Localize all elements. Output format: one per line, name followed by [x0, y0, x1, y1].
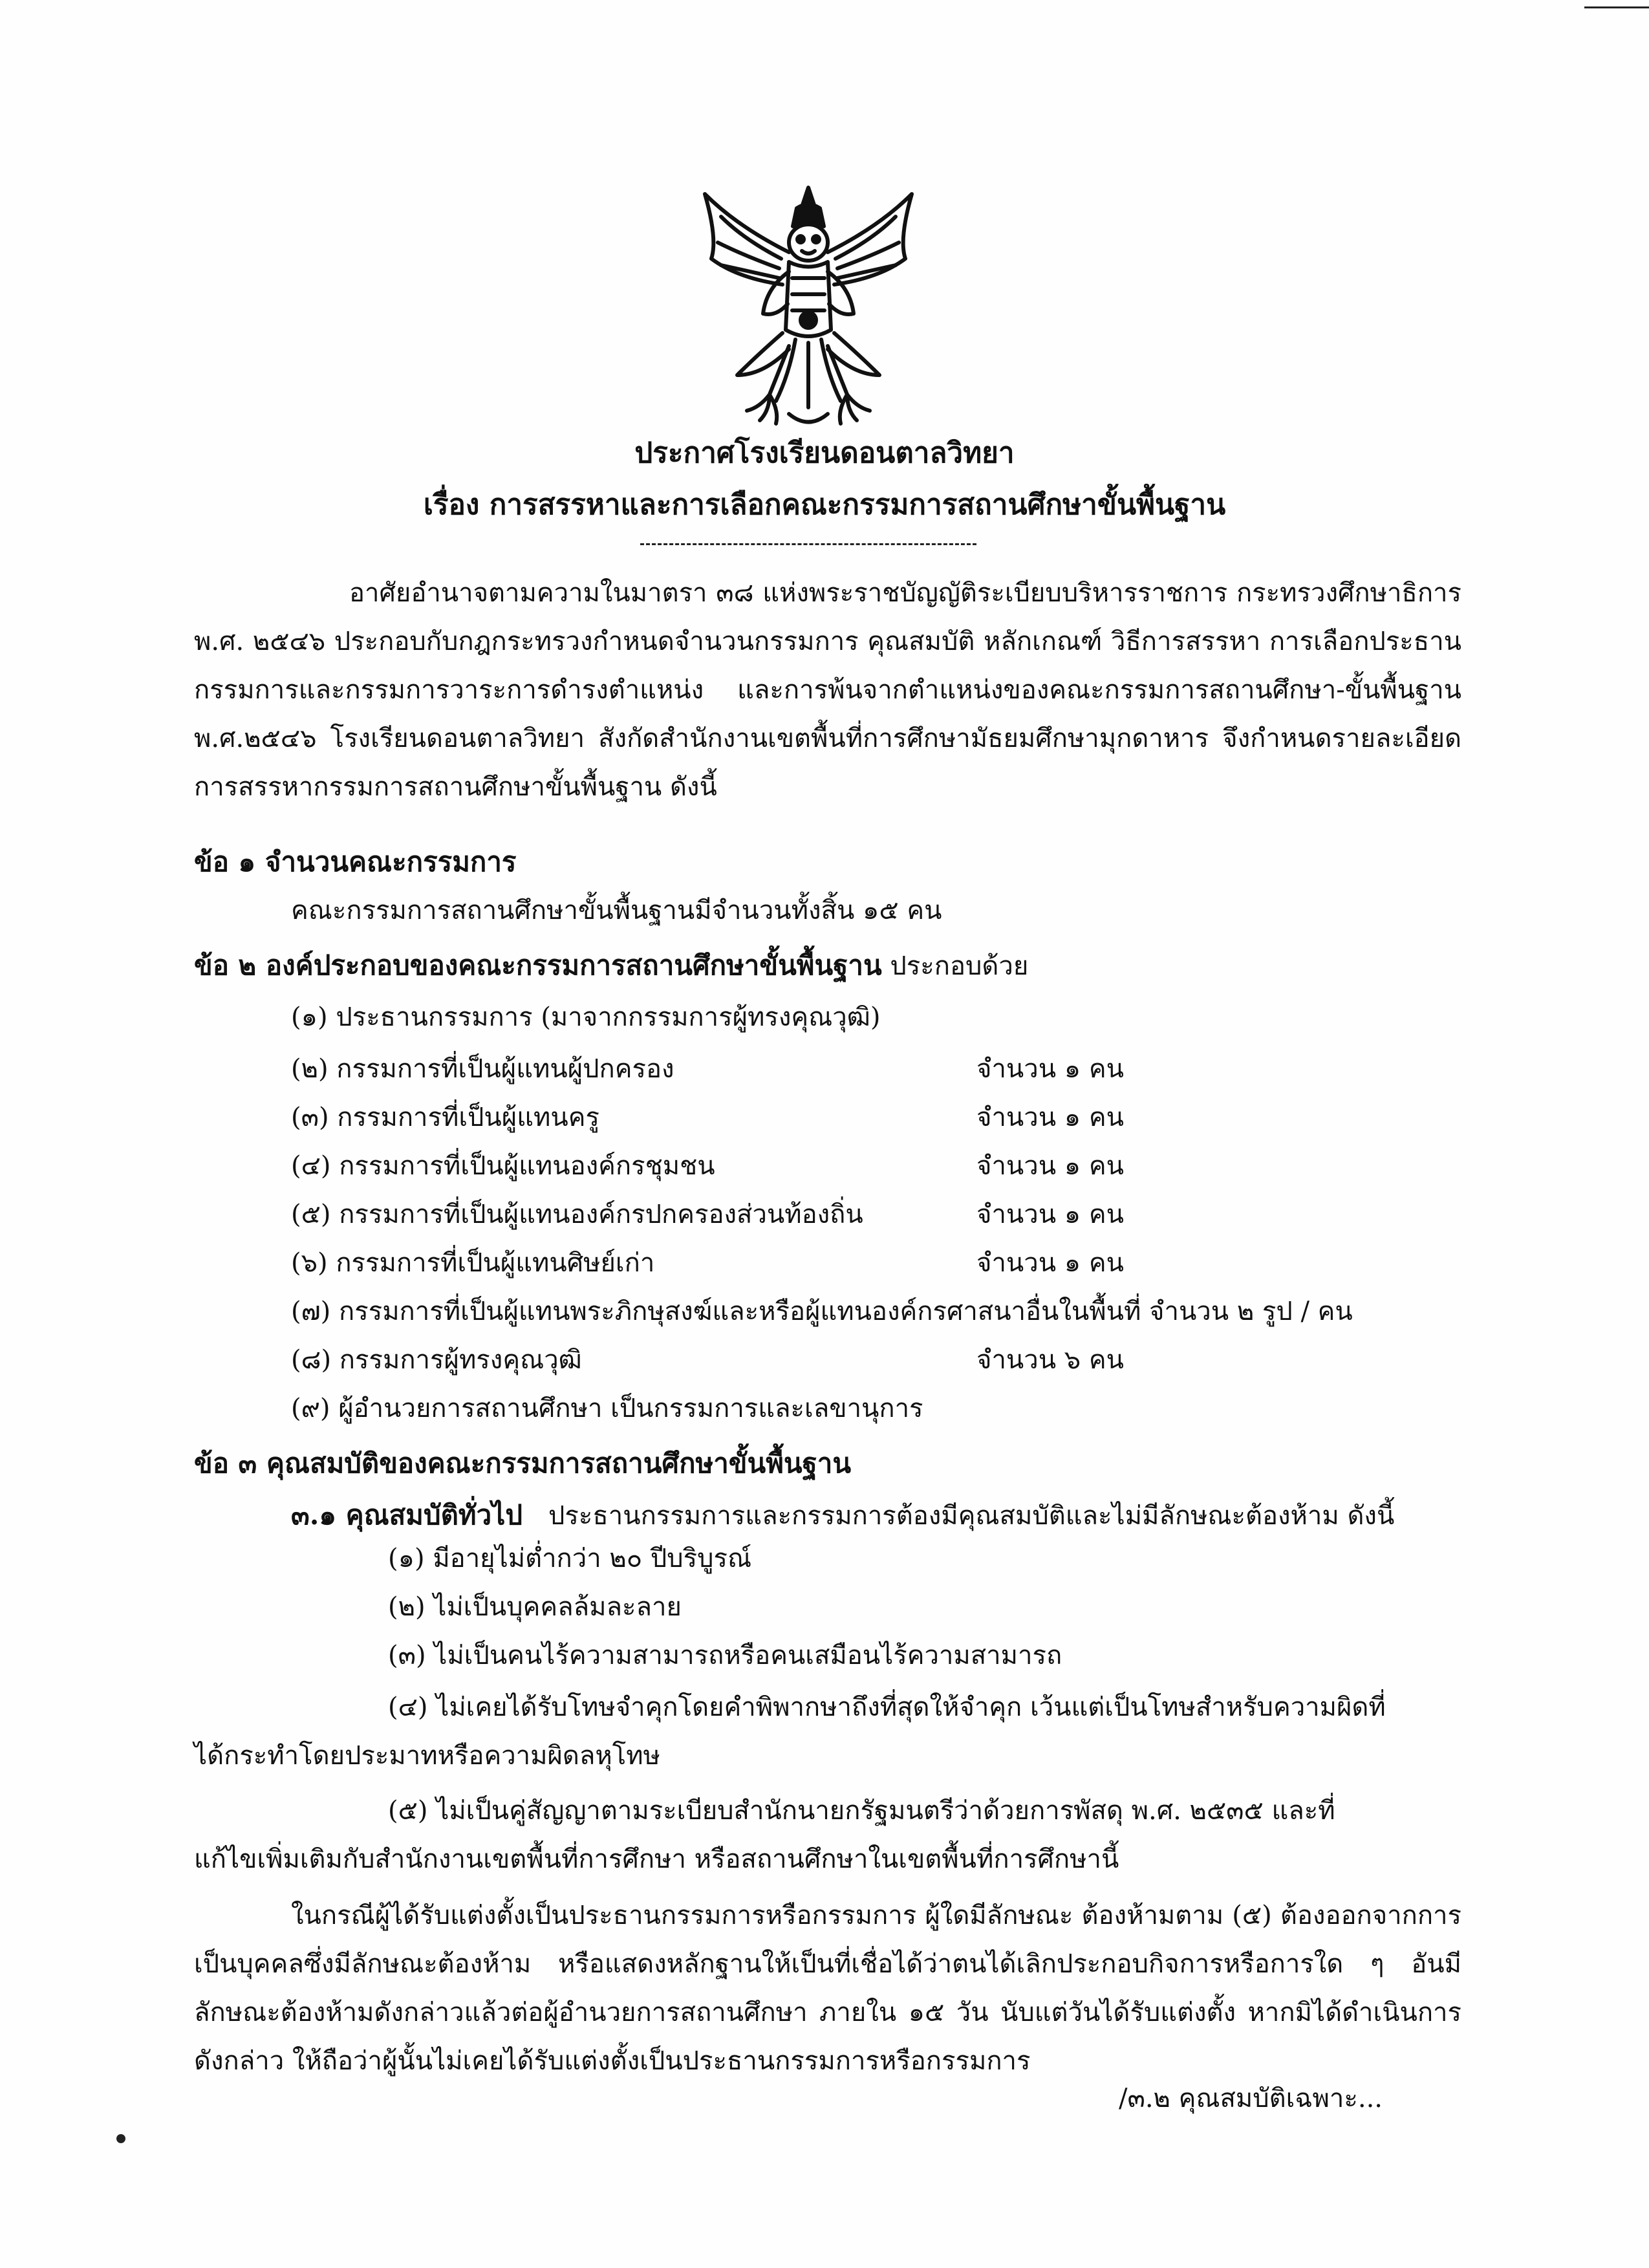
qualification-item: (๑) มีอายุไม่ต่ำกว่า ๒๐ ปีบริบูรณ์ — [388, 1544, 752, 1573]
section2-item-qty: จำนวน ๑ คน — [976, 1200, 1124, 1229]
section2-item-qty: จำนวน ๑ คน — [976, 1151, 1124, 1181]
section3-1-heading: ๓.๑ คุณสมบัติทั่วไป — [291, 1499, 523, 1531]
section2-heading-suffix: ประกอบด้วย — [881, 951, 1029, 981]
document-title: ประกาศโรงเรียนดอนตาลวิทยา — [634, 437, 1015, 470]
section2-item: (๗) กรรมการที่เป็นผู้แทนพระภิกษุสงฆ์และหรือผู้แทนองค์กรศาสนาอื่นในพื้นที่ จำนวน ๒ รูป / คน — [291, 1297, 1353, 1326]
section2-item: (๓) กรรมการที่เป็นผู้แทนครู — [291, 1103, 599, 1132]
title-divider — [640, 543, 976, 545]
closing-text: ในกรณีผู้ได้รับแต่งตั้งเป็นประธานกรรมการหรือกรรมการ ผู้ใดมีลักษณะ ต้องห้ามตาม (๕) ต้องออกจากการเป็นบุคคลซึ่งมีลักษณะต้องห้าม หรือแสดงหลักฐานให้เป็นที่เชื่อได้ว่าตนได้เลิกประกอบกิจการหรือการใด ๆ อันมีลักษณะต้องห้ามดังกล่าวแล้วต่อผู้อำนวยการสถานศึกษา ภายใน ๑๕ วัน นับแต่วันได้รับแต่งตั้ง หากมิได้ดำเนินการดังกล่าว ให้ถือว่าผู้นั้นไม่เคยได้รับแต่งตั้งเป็นประธานกรรมการหรือกรรมการ — [194, 1901, 1461, 2076]
qualification-item-continued: แก้ไขเพิ่มเติมกับสำนักงานเขตพื้นที่การศึกษา หรือสถานศึกษาในเขตพื้นที่การศึกษานี้ — [194, 1844, 1119, 1874]
qualification-item: (๒) ไม่เป็นบุคคลล้มละลาย — [388, 1592, 682, 1622]
continuation-note: /๓.๒ คุณสมบัติเฉพาะ... — [1119, 2084, 1383, 2113]
scan-edge-line — [1584, 6, 1649, 8]
section2-item: (๕) กรรมการที่เป็นผู้แทนองค์กรปกครองส่วนท้องถิ่น — [291, 1200, 863, 1229]
garuda-emblem-icon — [692, 181, 925, 433]
preamble-text: อาศัยอำนาจตามความในมาตรา ๓๘ แห่งพระราชบัญญัติระเบียบบริหารราชการ กระทรวงศึกษาธิการ พ.ศ. ๒๕๔๖ ประกอบกับกฎกระทรวงกำหนดจำนวนกรรมการ คุณสมบัติ หลักเกณฑ์ วิธีการสรรหา การเลือกประธานกรรมการและกรรมการวาระการดำรงตำแหน่ง และการพ้นจากตำแหน่งของคณะกรรมการสถานศึกษา-ขั้นพื้นฐาน พ.ศ.๒๕๔๖ โรงเรียนดอนตาลวิทยา สังกัดสำนักงานเขตพื้นที่การศึกษามัธยมศึกษามุกดาหาร จึงกำหนดรายละเอียดการสรรหากรรมการสถานศึกษาขั้นพื้นฐาน ดังนี้ — [194, 578, 1461, 802]
section2-item-qty: จำนวน ๖ คน — [976, 1345, 1124, 1375]
scan-speck — [116, 2134, 125, 2143]
preamble-paragraph — [194, 569, 1461, 812]
closing-paragraph — [194, 1892, 1461, 2086]
qualification-item: (๓) ไม่เป็นคนไร้ความสามารถหรือคนเสมือนไร้ความสามารถ — [388, 1641, 1062, 1670]
section2-item: (๙) ผู้อำนวยการสถานศึกษา เป็นกรรมการและเลขานุการ — [291, 1394, 923, 1423]
document-subject: เรื่อง การสรรหาและการเลือกคณะกรรมการสถานศึกษาขั้นพื้นฐาน — [423, 488, 1226, 521]
section2-heading — [194, 944, 1028, 987]
section3-heading: ข้อ ๓ คุณสมบัติของคณะกรรมการสถานศึกษาขั้นพื้นฐาน — [194, 1447, 852, 1479]
section2-item-qty: จำนวน ๑ คน — [976, 1248, 1124, 1278]
section2-item-qty: จำนวน ๑ คน — [976, 1054, 1124, 1084]
section2-item: (๔) กรรมการที่เป็นผู้แทนองค์กรชุมชน — [291, 1151, 715, 1181]
qualification-item: (๔) ไม่เคยได้รับโทษจำคุกโดยคำพิพากษาถึงที่สุดให้จำคุก เว้นแต่เป็นโทษสำหรับความผิดที่ — [388, 1692, 1386, 1722]
section2-item: (๘) กรรมการผู้ทรงคุณวุฒิ — [291, 1345, 582, 1375]
section2-item: (๑) ประธานกรรมการ (มาจากกรรมการผู้ทรงคุณวุฒิ) — [291, 1002, 881, 1032]
section1-text: คณะกรรมการสถานศึกษาขั้นพื้นฐานมีจำนวนทั้งสิ้น ๑๕ คน — [291, 896, 942, 925]
section2-heading-title: ข้อ ๒ องค์ประกอบของคณะกรรมการสถานศึกษาขั้นพื้นฐาน — [194, 949, 882, 981]
section3-1-line — [291, 1494, 1394, 1537]
section2-item-qty: จำนวน ๑ คน — [976, 1103, 1124, 1132]
qualification-item: (๕) ไม่เป็นคู่สัญญาตามระเบียบสำนักนายกรัฐมนตรีว่าด้วยการพัสดุ พ.ศ. ๒๕๓๕ และที่ — [388, 1796, 1335, 1826]
section2-item: (๖) กรรมการที่เป็นผู้แทนศิษย์เก่า — [291, 1248, 655, 1278]
section3-1-text: ประธานกรรมการและกรรมการต้องมีคุณสมบัติและไม่มีลักษณะต้องห้าม ดังนี้ — [548, 1501, 1395, 1531]
section2-item: (๒) กรรมการที่เป็นผู้แทนผู้ปกครอง — [291, 1054, 674, 1084]
section1-heading: ข้อ ๑ จำนวนคณะกรรมการ — [194, 846, 517, 878]
qualification-item-continued: ได้กระทำโดยประมาทหรือความผิดลหุโทษ — [194, 1741, 660, 1771]
